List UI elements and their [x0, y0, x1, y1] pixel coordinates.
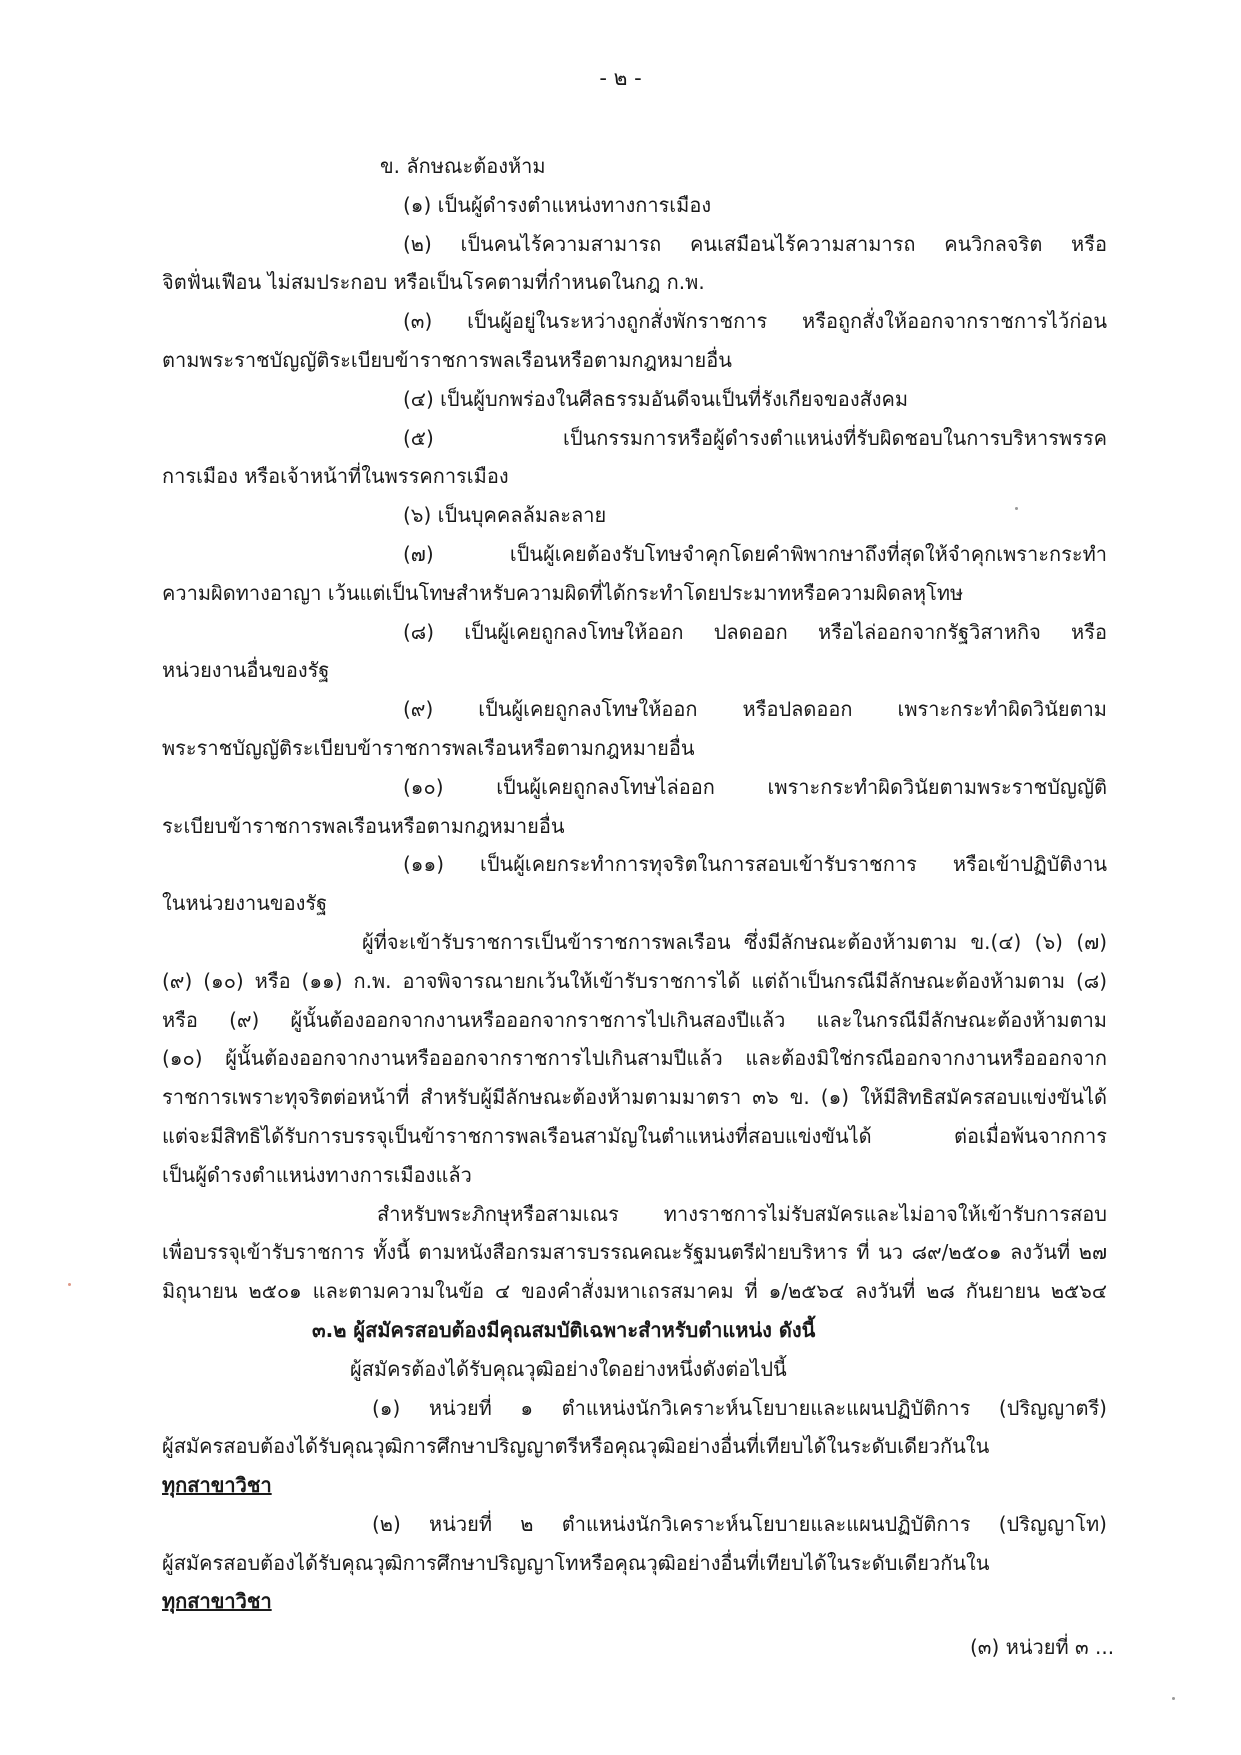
scan-speck [68, 1283, 71, 1286]
exemption-para-line-1: ผู้ที่จะเข้ารับราชการเป็นข้าราชการพลเรือน ซึ่งมีลักษณะต้องห้ามตาม ข.(๔) (๖) (๗) [362, 929, 1107, 954]
monk-para-line-2: เพื่อบรรจุเข้ารับราชการ ทั้งนี้ ตามหนังสือกรมสารบรรณคณะรัฐมนตรีฝ่ายบริหาร ที่ นว ๘๙/๒๕๐๑ ลงวันที่ ๒๗ [162, 1240, 1107, 1265]
unit-1-line-2: ผู้สมัครสอบต้องได้รับคุณวุฒิการศึกษาปริญญาตรีหรือคุณวุฒิอย่างอื่นที่เทียบได้ในระดับเดียวกันใน [162, 1434, 990, 1459]
item-2-line-1: (๒) เป็นคนไร้ความสามารถ คนเสมือนไร้ความสามารถ คนวิกลจริต หรือ [403, 231, 1107, 256]
exemption-para-line-7: เป็นผู้ดำรงตำแหน่งทางการเมืองแล้ว [162, 1162, 472, 1187]
unit-2-line-2: ผู้สมัครสอบต้องได้รับคุณวุฒิการศึกษาปริญญาโทหรือคุณวุฒิอย่างอื่นที่เทียบได้ในระดับเดียวกันใน [162, 1550, 990, 1575]
scan-speck [1172, 1697, 1175, 1700]
item-11-line-2: ในหน่วยงานของรัฐ [162, 891, 328, 916]
item-8-line-1: (๘) เป็นผู้เคยถูกลงโทษให้ออก ปลดออก หรือไล่ออกจากรัฐวิสาหกิจ หรือ [403, 619, 1107, 644]
section-3-2-sub: ผู้สมัครต้องได้รับคุณวุฒิอย่างใดอย่างหนึ่งดังต่อไปนี้ [350, 1356, 787, 1381]
item-11-line-1: (๑๑) เป็นผู้เคยกระทำการทุจริตในการสอบเข้ารับราชการ หรือเข้าปฏิบัติงาน [403, 852, 1107, 877]
unit-1-line-3: ทุกสาขาวิชา [162, 1473, 272, 1498]
item-8-line-2: หน่วยงานอื่นของรัฐ [162, 658, 330, 683]
item-1: (๑) เป็นผู้ดำรงตำแหน่งทางการเมือง [403, 192, 712, 217]
exemption-para-line-3: หรือ (๙) ผู้นั้นต้องออกจากงานหรือออกจากราชการไปเกินสองปีแล้ว และในกรณีมีลักษณะต้องห้ามตาม [162, 1007, 1107, 1032]
item-5-line-2: การเมือง หรือเจ้าหน้าที่ในพรรคการเมือง [162, 464, 509, 489]
scan-speck [1015, 507, 1018, 510]
item-10-line-2: ระเบียบข้าราชการพลเรือนหรือตามกฎหมายอื่น [162, 813, 565, 838]
unit-1-line-1: (๑) หน่วยที่ ๑ ตำแหน่งนักวิเคราะห์นโยบายและแผนปฏิบัติการ (ปริญญาตรี) [372, 1395, 1107, 1420]
document-body [162, 147, 1107, 1621]
monk-para-line-1: สำหรับพระภิกษุหรือสามเณร ทางราชการไม่รับสมัครและไม่อาจให้เข้ารับการสอบ [377, 1201, 1107, 1226]
monk-para-line-3: มิถุนายน ๒๕๐๑ และตามความในข้อ ๔ ของคำสั่งมหาเถรสมาคม ที่ ๑/๒๕๖๔ ลงวันที่ ๒๘ กันยายน ๒๕๖๔ [162, 1279, 1107, 1304]
item-3-line-1: (๓) เป็นผู้อยู่ในระหว่างถูกสั่งพักราชการ หรือถูกสั่งให้ออกจากราชการไว้ก่อน [403, 309, 1107, 334]
item-10-line-1: (๑๐) เป็นผู้เคยถูกลงโทษไล่ออก เพราะกระทำผิดวินัยตามพระราชบัญญัติ [403, 774, 1107, 799]
item-9-line-2: พระราชบัญญัติระเบียบข้าราชการพลเรือนหรือตามกฎหมายอื่น [162, 735, 695, 760]
continuation-marker: (๓) หน่วยที่ ๓ ... [970, 1635, 1115, 1659]
exemption-para-line-6: แต่จะมีสิทธิได้รับการบรรจุเป็นข้าราชการพลเรือนสามัญในตำแหน่งที่สอบแข่งขันได้ ต่อเมื่อพ้นจากการ [162, 1123, 1107, 1148]
section-3-2-heading: ๓.๒ ผู้สมัครสอบต้องมีคุณสมบัติเฉพาะสำหรับตำแหน่ง ดังนี้ [312, 1317, 816, 1342]
page-number: - ๒ - [599, 66, 642, 90]
item-2-line-2: จิตฟั่นเฟือน ไม่สมประกอบ หรือเป็นโรคตามที่กำหนดในกฎ ก.พ. [162, 270, 705, 295]
unit-2-line-3: ทุกสาขาวิชา [162, 1589, 272, 1614]
unit-2-line-1: (๒) หน่วยที่ ๒ ตำแหน่งนักวิเคราะห์นโยบายและแผนปฏิบัติการ (ปริญญาโท) [372, 1511, 1107, 1536]
exemption-para-line-2: (๙) (๑๐) หรือ (๑๑) ก.พ. อาจพิจารณายกเว้นให้เข้ารับราชการได้ แต่ถ้าเป็นกรณีมีลักษณะต้องห้ามตาม (๘) [162, 968, 1107, 993]
item-9-line-1: (๙) เป็นผู้เคยถูกลงโทษให้ออก หรือปลดออก เพราะกระทำผิดวินัยตาม [403, 697, 1107, 722]
item-3-line-2: ตามพระราชบัญญัติระเบียบข้าราชการพลเรือนหรือตามกฎหมายอื่น [162, 347, 732, 372]
item-5-line-1: (๕) เป็นกรรมการหรือผู้ดำรงตำแหน่งที่รับผิดชอบในการบริหารพรรค [403, 425, 1107, 450]
item-4: (๔) เป็นผู้บกพร่องในศีลธรรมอันดีจนเป็นที่รังเกียจของสังคม [403, 386, 909, 411]
item-7-line-2: ความผิดทางอาญา เว้นแต่เป็นโทษสำหรับความผิดที่ได้กระทำโดยประมาทหรือความผิดลหุโทษ [162, 580, 964, 605]
exemption-para-line-5: ราชการเพราะทุจริตต่อหน้าที่ สำหรับผู้มีลักษณะต้องห้ามตามมาตรา ๓๖ ข. (๑) ให้มีสิทธิสมัครสอบแข่งขันได้ [162, 1085, 1107, 1110]
exemption-para-line-4: (๑๐) ผู้นั้นต้องออกจากงานหรือออกจากราชการไปเกินสามปีแล้ว และต้องมิใช่กรณีออกจากงานหรือออกจาก [162, 1046, 1107, 1071]
section-heading: ข. ลักษณะต้องห้าม [380, 154, 546, 178]
item-7-line-1: (๗) เป็นผู้เคยต้องรับโทษจำคุกโดยคำพิพากษาถึงที่สุดให้จำคุกเพราะกระทำ [403, 541, 1107, 566]
item-6: (๖) เป็นบุคคลล้มละลาย [403, 503, 607, 528]
